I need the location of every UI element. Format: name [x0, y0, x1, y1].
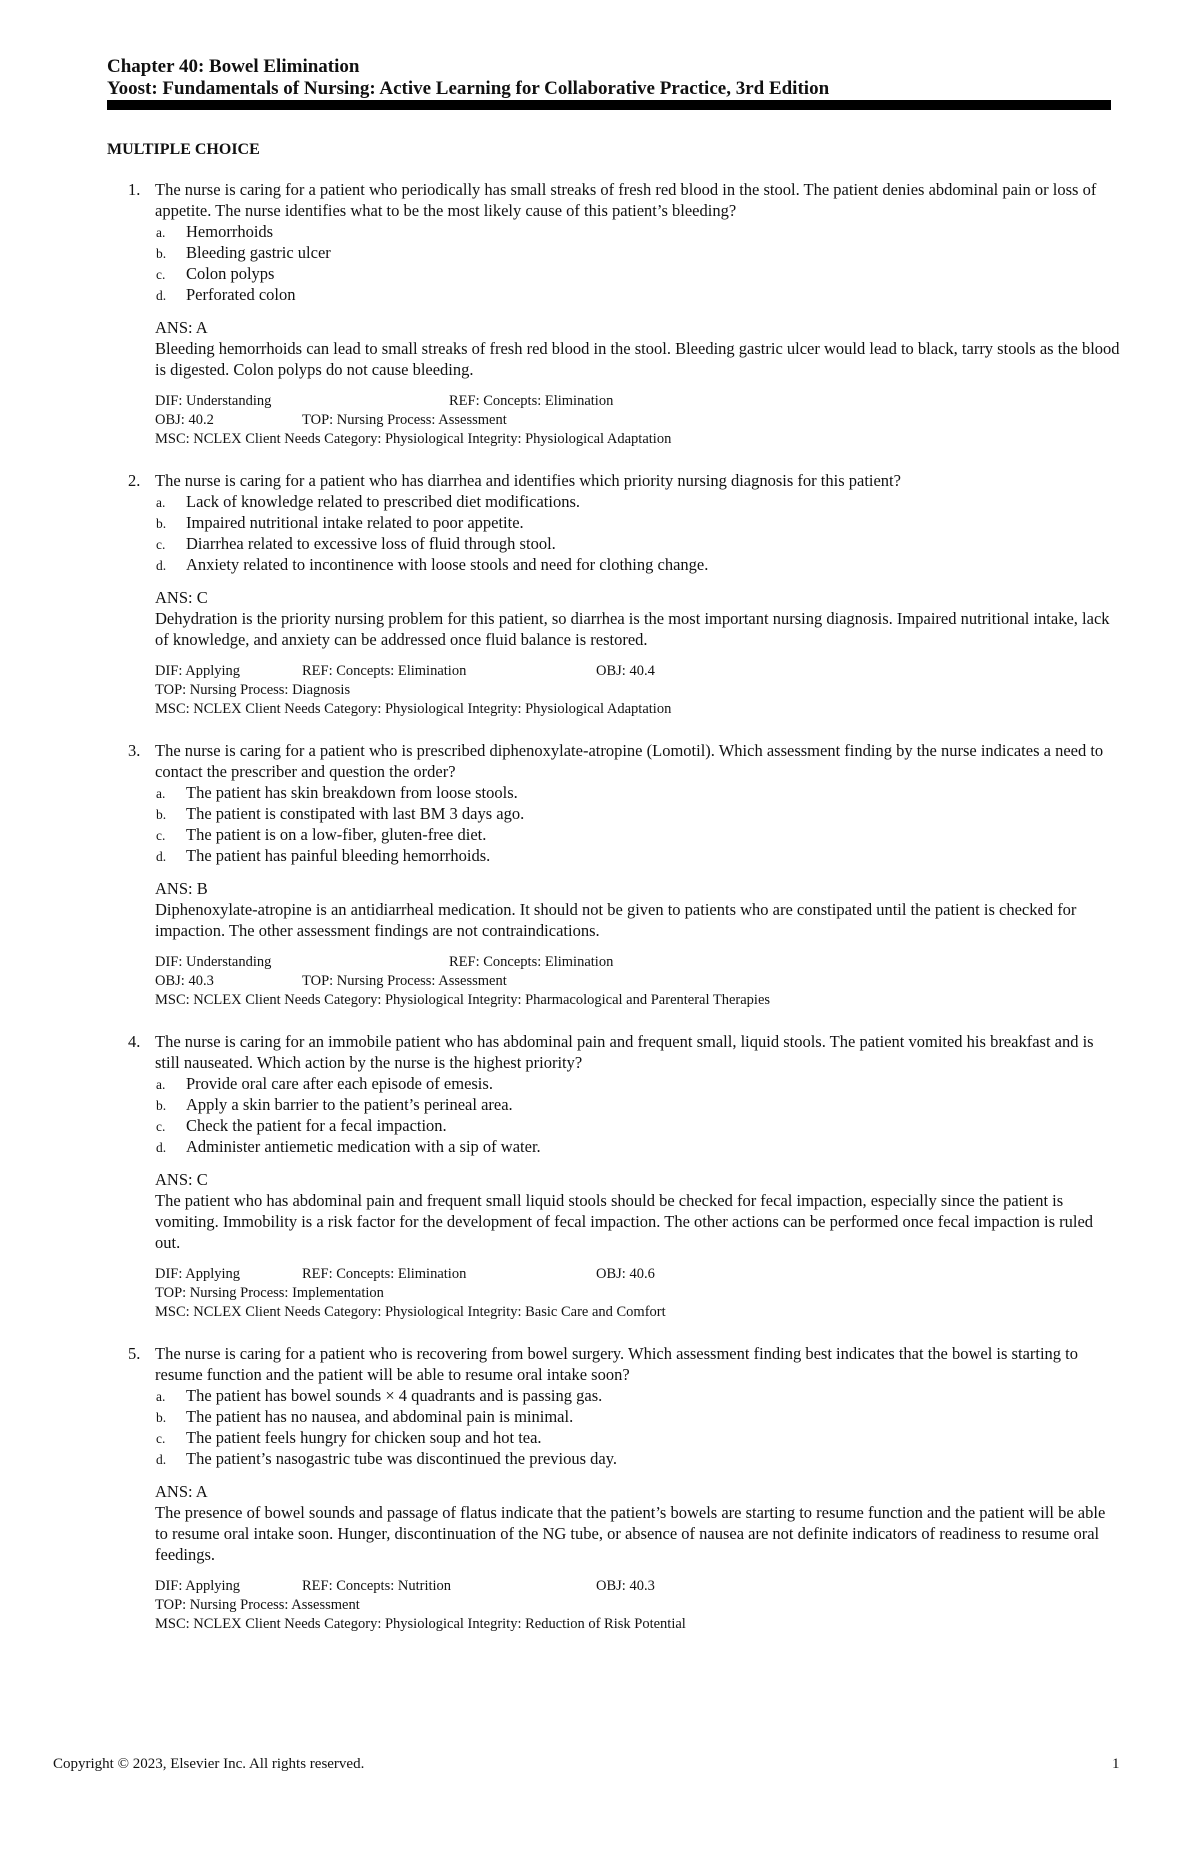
question-stem [0, 1031, 1200, 1073]
answer-block [0, 878, 1200, 941]
obj-label: OBJ: 40.3 [596, 1578, 655, 1594]
option-letter: d. [156, 288, 167, 303]
option-b [156, 803, 1200, 824]
answer-key: ANS: A [155, 1482, 208, 1501]
msc-label: MSC: NCLEX Client Needs Category: Physiological Integrity: Physiological Adaptation [155, 431, 672, 447]
option-a [156, 782, 1200, 803]
option-letter: a. [156, 225, 166, 240]
option-d [156, 1448, 1200, 1469]
question-text: The nurse is caring for a patient who periodically has small streaks of fresh red blood in the stool. The patient denies abdominal pain or loss of appetite. The nurse identifies what to be the most likely cause of this patient’s bleeding? [155, 180, 1097, 220]
header-rule [107, 100, 1111, 110]
obj-label: OBJ: 40.4 [596, 663, 655, 679]
option-d [156, 1136, 1200, 1157]
answer-block [0, 317, 1200, 380]
option-letter: d. [156, 1452, 167, 1467]
question-stem [0, 179, 1200, 221]
question-4 [0, 1031, 1200, 1322]
question-5 [0, 1343, 1200, 1634]
option-a [156, 1073, 1200, 1094]
option-letter: b. [156, 1410, 167, 1425]
obj-label: OBJ: 40.3 [155, 973, 214, 989]
question-number: 1. [128, 180, 141, 199]
option-d [156, 845, 1200, 866]
dif-label: DIF: Applying [155, 663, 240, 679]
option-text: The patient has bowel sounds × 4 quadrants and is passing gas. [186, 1386, 603, 1405]
rationale: Dehydration is the priority nursing problem for this patient, so diarrhea is the most important nursing diagnosis. Impaired nutritional intake, lack of knowledge, and anxiety can be addressed once fluid balance is restored. [155, 609, 1110, 649]
rationale: Diphenoxylate-atropine is an antidiarrheal medication. It should not be given to patients who are constipated until the patient is checked for impaction. The other assessment findings are not contraindications. [155, 900, 1077, 940]
question-number: 4. [128, 1032, 141, 1051]
option-letter: d. [156, 1140, 167, 1155]
option-letter: c. [156, 1431, 166, 1446]
option-b [156, 512, 1200, 533]
option-letter: c. [156, 267, 166, 282]
option-letter: a. [156, 1077, 166, 1092]
question-number: 2. [128, 471, 141, 490]
msc-label: MSC: NCLEX Client Needs Category: Physiological Integrity: Physiological Adaptation [155, 701, 672, 717]
top-label: TOP: Nursing Process: Assessment [302, 412, 507, 428]
question-text: The nurse is caring for an immobile patient who has abdominal pain and frequent small, liquid stools. The patient vomited his breakfast and is still nauseated. Which action by the nurse is the highest priority? [155, 1032, 1094, 1072]
question-stem [0, 470, 1200, 491]
rationale: Bleeding hemorrhoids can lead to small streaks of fresh red blood in the stool. Bleeding gastric ulcer would lead to black, tarry stools as the blood is digested. Colon polyps do not cause bleeding. [155, 339, 1120, 379]
option-text: Diarrhea related to excessive loss of fluid through stool. [186, 534, 556, 553]
option-text: Bleeding gastric ulcer [186, 243, 331, 262]
top-label: TOP: Nursing Process: Assessment [302, 973, 507, 989]
option-c [156, 263, 1200, 284]
option-letter: c. [156, 828, 166, 843]
dif-label: DIF: Applying [155, 1578, 240, 1594]
question-text: The nurse is caring for a patient who has diarrhea and identifies which priority nursing diagnosis for this patient? [155, 471, 901, 490]
option-list [0, 491, 1200, 575]
rationale: The presence of bowel sounds and passage of flatus indicate that the patient’s bowels are starting to resume function and the patient will be able to resume oral intake soon. Hunger, discontinuation of the NG tube, or absence of nausea are not definite indicators of readiness to resume oral feedings. [155, 1503, 1106, 1564]
question-number: 3. [128, 741, 141, 760]
answer-block [0, 587, 1200, 650]
page-number: 1 [1112, 1756, 1120, 1772]
question-2 [0, 470, 1200, 719]
option-b [156, 1094, 1200, 1115]
option-text: Lack of knowledge related to prescribed diet modifications. [186, 492, 581, 511]
rationale: The patient who has abdominal pain and frequent small liquid stools should be checked for fecal impaction, especially since the patient is vomiting. Immobility is a risk factor for the development of fecal impaction. The other actions can be performed once fecal impaction is ruled out. [155, 1191, 1094, 1252]
option-list [0, 782, 1200, 866]
top-label: TOP: Nursing Process: Assessment [155, 1597, 360, 1613]
option-list [0, 1073, 1200, 1157]
option-text: The patient feels hungry for chicken soup and hot tea. [186, 1428, 542, 1447]
option-d [156, 554, 1200, 575]
option-a [156, 1385, 1200, 1406]
option-b [156, 242, 1200, 263]
metadata [0, 1577, 1200, 1634]
option-text: The patient has no nausea, and abdominal pain is minimal. [186, 1407, 574, 1426]
option-letter: b. [156, 516, 167, 531]
top-label: TOP: Nursing Process: Diagnosis [155, 682, 351, 698]
option-letter: c. [156, 1119, 166, 1134]
option-letter: b. [156, 1098, 167, 1113]
question-stem [0, 1343, 1200, 1385]
answer-key: ANS: B [155, 879, 208, 898]
option-c [156, 533, 1200, 554]
option-c [156, 824, 1200, 845]
option-d [156, 284, 1200, 305]
option-a [156, 221, 1200, 242]
option-letter: a. [156, 786, 166, 801]
option-text: The patient has skin breakdown from loose stools. [186, 783, 518, 802]
option-text: Administer antiemetic medication with a sip of water. [186, 1137, 541, 1156]
dif-label: DIF: Understanding [155, 393, 272, 409]
ref-label: REF: Concepts: Elimination [449, 393, 614, 409]
answer-key: ANS: A [155, 318, 208, 337]
answer-block [0, 1481, 1200, 1565]
metadata [0, 953, 1200, 1010]
option-letter: a. [156, 1389, 166, 1404]
question-text: The nurse is caring for a patient who is recovering from bowel surgery. Which assessment finding best indicates that the bowel is starting to resume function and the patient will be able to resume oral intake soon? [155, 1344, 1079, 1384]
question-stem [0, 740, 1200, 782]
question-3 [0, 740, 1200, 1010]
ref-label: REF: Concepts: Elimination [449, 954, 614, 970]
copyright-notice: Copyright © 2023, Elsevier Inc. All rights reserved. [53, 1756, 365, 1772]
question-list [0, 179, 1200, 1655]
option-text: Colon polyps [186, 264, 275, 283]
option-a [156, 491, 1200, 512]
option-text: Provide oral care after each episode of emesis. [186, 1074, 493, 1093]
dif-label: DIF: Applying [155, 1266, 240, 1282]
option-text: Impaired nutritional intake related to poor appetite. [186, 513, 524, 532]
metadata [0, 1265, 1200, 1322]
option-letter: d. [156, 849, 167, 864]
option-b [156, 1406, 1200, 1427]
option-text: Perforated colon [186, 285, 296, 304]
msc-label: MSC: NCLEX Client Needs Category: Physiological Integrity: Reduction of Risk Potential [155, 1616, 686, 1632]
book-title: Yoost: Fundamentals of Nursing: Active Learning for Collaborative Practice, 3rd Edition [107, 78, 830, 99]
option-text: Check the patient for a fecal impaction. [186, 1116, 447, 1135]
obj-label: OBJ: 40.2 [155, 412, 214, 428]
top-label: TOP: Nursing Process: Implementation [155, 1285, 384, 1301]
dif-label: DIF: Understanding [155, 954, 272, 970]
metadata [0, 392, 1200, 449]
option-text: Apply a skin barrier to the patient’s perineal area. [186, 1095, 513, 1114]
option-text: Anxiety related to incontinence with loose stools and need for clothing change. [186, 555, 709, 574]
option-c [156, 1427, 1200, 1448]
option-letter: b. [156, 246, 167, 261]
option-text: The patient’s nasogastric tube was discontinued the previous day. [186, 1449, 618, 1468]
option-c [156, 1115, 1200, 1136]
metadata [0, 662, 1200, 719]
answer-key: ANS: C [155, 588, 208, 607]
option-letter: d. [156, 558, 167, 573]
option-text: The patient is constipated with last BM 3 days ago. [186, 804, 525, 823]
option-letter: b. [156, 807, 167, 822]
section-title: MULTIPLE CHOICE [107, 141, 260, 158]
answer-key: ANS: C [155, 1170, 208, 1189]
option-text: Hemorrhoids [186, 222, 274, 241]
option-letter: c. [156, 537, 166, 552]
chapter-title: Chapter 40: Bowel Elimination [107, 56, 360, 77]
ref-label: REF: Concepts: Elimination [302, 1266, 467, 1282]
option-text: The patient has painful bleeding hemorrhoids. [186, 846, 491, 865]
question-1 [0, 179, 1200, 449]
msc-label: MSC: NCLEX Client Needs Category: Physiological Integrity: Pharmacological and Parenteral Therapies [155, 992, 771, 1008]
option-list [0, 221, 1200, 305]
question-number: 5. [128, 1344, 141, 1363]
answer-block [0, 1169, 1200, 1253]
ref-label: REF: Concepts: Elimination [302, 663, 467, 679]
ref-label: REF: Concepts: Nutrition [302, 1578, 452, 1594]
obj-label: OBJ: 40.6 [596, 1266, 655, 1282]
option-list [0, 1385, 1200, 1469]
option-text: The patient is on a low-fiber, gluten-free diet. [186, 825, 487, 844]
option-letter: a. [156, 495, 166, 510]
msc-label: MSC: NCLEX Client Needs Category: Physiological Integrity: Basic Care and Comfort [155, 1304, 666, 1320]
question-text: The nurse is caring for a patient who is prescribed diphenoxylate-atropine (Lomotil). Which assessment finding by the nurse indicates a need to contact the prescriber and question the order? [155, 741, 1104, 781]
